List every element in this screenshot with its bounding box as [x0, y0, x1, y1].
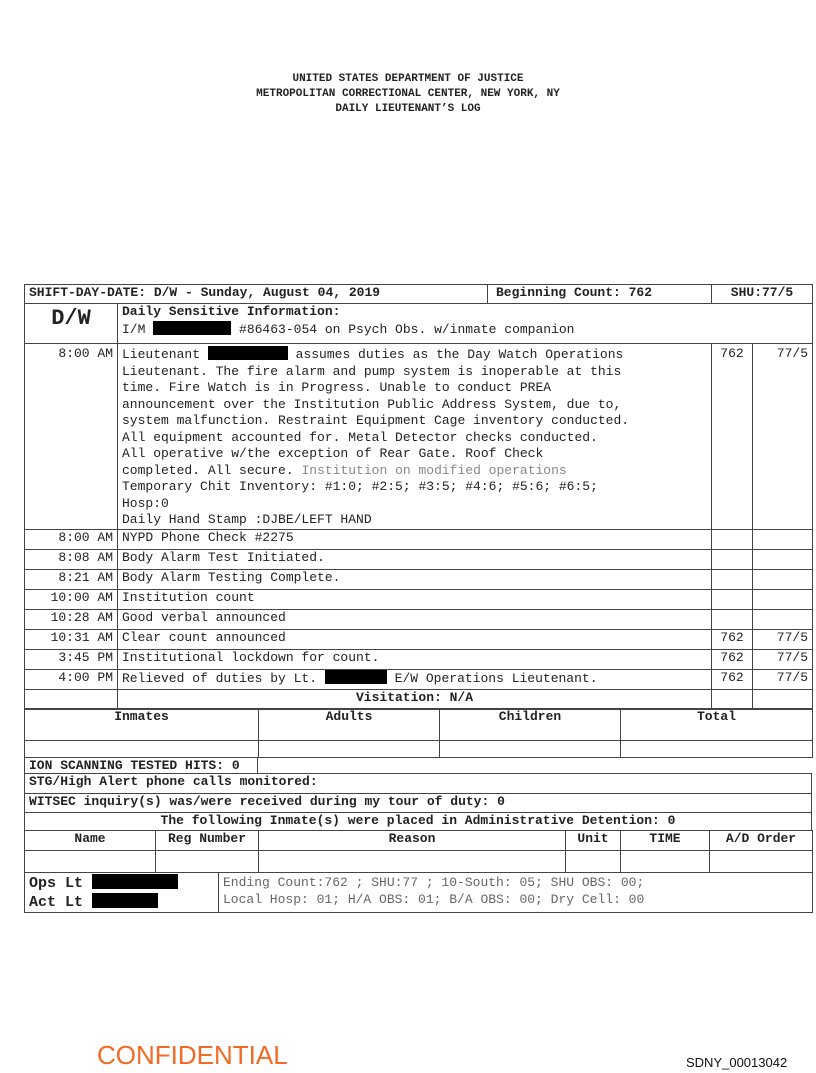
redaction	[325, 670, 387, 684]
entry-text	[118, 669, 712, 689]
entry-text: Institution count	[118, 589, 712, 609]
empty-cell	[621, 851, 710, 873]
entry-line: Temporary Chit Inventory: #1:0; #2:5; #3:5; #4:6; #5:6; #6:5;	[122, 479, 598, 494]
entry-shu: 77/5	[753, 669, 813, 689]
entry-line: All operative w/the exception of Rear Gate. Roof Check	[122, 446, 544, 461]
entry-line: Lieutenant	[122, 347, 201, 362]
empty-cell	[259, 741, 440, 758]
witsec-inquiry: WITSEC inquiry(s) was/were received during my tour of duty: 0	[25, 794, 812, 813]
shu-count: SHU:77/5	[712, 285, 813, 304]
entry-time: 10:31 AM	[25, 629, 118, 649]
daily-sensitive-info	[118, 304, 813, 344]
entry-count	[712, 569, 753, 589]
ion-scanning: ION SCANNING TESTED HITS: 0	[25, 758, 258, 774]
entry-row	[25, 589, 813, 609]
empty-cell	[440, 741, 621, 758]
entry-row	[25, 629, 813, 649]
redaction	[92, 874, 178, 889]
entry-shu	[753, 549, 813, 569]
empty-cell	[621, 741, 813, 758]
empty-cell	[259, 851, 566, 873]
entry-row	[25, 569, 813, 589]
empty-cell	[712, 689, 753, 709]
info-table	[24, 773, 812, 831]
col-unit: Unit	[566, 831, 621, 851]
entry-text: Good verbal announced	[118, 609, 712, 629]
entry-time: 10:00 AM	[25, 589, 118, 609]
col-time: TIME	[621, 831, 710, 851]
entry-shu: 77/5	[753, 344, 813, 530]
empty-cell	[25, 741, 259, 758]
shift-day-date: SHIFT-DAY-DATE: D/W - Sunday, August 04, 2019	[25, 285, 488, 304]
entry-count	[712, 529, 753, 549]
dsi-label: Daily Sensitive Information:	[122, 304, 341, 319]
entry-line: All equipment accounted for. Metal Detector checks conducted.	[122, 429, 598, 445]
col-reason: Reason	[259, 831, 566, 851]
entry-row	[25, 609, 813, 629]
dsi-text: #86463-054 on Psych Obs. w/inmate companion	[239, 321, 575, 337]
bates-number: SDNY_00013042	[686, 1055, 788, 1070]
signoff-table	[24, 872, 813, 913]
entry-row	[25, 529, 813, 549]
entry-time: 3:45 PM	[25, 649, 118, 669]
entry-shu: 77/5	[753, 629, 813, 649]
entry-time: 4:00 PM	[25, 669, 118, 689]
entry-line: Hosp:0	[122, 495, 169, 511]
dsi-prefix: I/M	[122, 321, 146, 337]
entry-line: E/W Operations Lieutenant.	[394, 670, 598, 686]
entry-text: Clear count announced	[118, 629, 712, 649]
entry-line: assumes duties as the Day Watch Operations	[295, 347, 624, 362]
entry-time: 8:00 AM	[25, 344, 118, 530]
visitation-title: Visitation: N/A	[118, 689, 712, 709]
agency-title: UNITED STATES DEPARTMENT OF JUSTICE	[292, 73, 524, 85]
col-children: Children	[440, 709, 621, 741]
entry-line: completed. All secure.	[122, 462, 294, 478]
entry-text	[118, 344, 712, 530]
ending-count-line: Local Hosp: 01; H/A OBS: 01; B/A OBS: 00; Dry Cell: 00	[223, 891, 645, 907]
redaction	[153, 321, 231, 335]
entry-time: 10:28 AM	[25, 609, 118, 629]
entry-line: Lieutenant. The fire alarm and pump system is inoperable at this	[122, 363, 622, 379]
col-inmates: Inmates	[25, 709, 259, 741]
entry-shu	[753, 609, 813, 629]
entry-count	[712, 549, 753, 569]
empty-cell	[753, 689, 813, 709]
ending-count-line: Ending Count:762 ; SHU:77 ; 10-South: 05; SHU OBS: 00;	[223, 875, 645, 890]
entry-row	[25, 549, 813, 569]
log-table	[24, 284, 813, 710]
ad-table	[24, 830, 813, 873]
col-name: Name	[25, 831, 156, 851]
empty-cell	[566, 851, 621, 873]
empty-cell	[25, 689, 118, 709]
entry-row	[25, 649, 813, 669]
entry-line-grey: Institution on modified operations	[301, 462, 567, 478]
entry-count	[712, 609, 753, 629]
ending-count	[219, 873, 813, 913]
entry-time: 8:08 AM	[25, 549, 118, 569]
entry-text: Institutional lockdown for count.	[118, 649, 712, 669]
ion-table	[24, 757, 258, 774]
entry-shu	[753, 529, 813, 549]
entry-line: announcement over the Institution Public Address System, due to,	[122, 396, 622, 412]
entry-text: NYPD Phone Check #2275	[118, 529, 712, 549]
ad-title: The following Inmate(s) were placed in Administrative Detention: 0	[25, 813, 812, 831]
document-header	[0, 72, 816, 117]
entry-text: Body Alarm Testing Complete.	[118, 569, 712, 589]
col-adults: Adults	[259, 709, 440, 741]
act-lt-label: Act Lt	[29, 894, 84, 911]
stg-calls: STG/High Alert phone calls monitored:	[25, 774, 812, 794]
empty-cell	[25, 851, 156, 873]
entry-time: 8:00 AM	[25, 529, 118, 549]
entry-count: 762	[712, 669, 753, 689]
entry-count: 762	[712, 649, 753, 669]
entry-text: Body Alarm Test Initiated.	[118, 549, 712, 569]
entry-time: 8:21 AM	[25, 569, 118, 589]
col-reg-number: Reg Number	[156, 831, 259, 851]
log-title: DAILY LIEUTENANT’S LOG	[335, 103, 481, 115]
shift-code: D/W	[25, 304, 118, 344]
entry-count	[712, 589, 753, 609]
ops-lt-label: Ops Lt	[29, 875, 84, 892]
confidential-stamp: CONFIDENTIAL	[97, 1040, 288, 1070]
entry-count: 762	[712, 629, 753, 649]
entry-shu: 77/5	[753, 649, 813, 669]
entry-shu	[753, 569, 813, 589]
beginning-count: Beginning Count: 762	[488, 285, 712, 304]
visitation-table	[24, 708, 813, 758]
entry-line: system malfunction. Restraint Equipment Cage inventory conducted.	[122, 413, 630, 428]
facility-title: METROPOLITAN CORRECTIONAL CENTER, NEW YORK, NY	[256, 88, 560, 100]
entry-count: 762	[712, 344, 753, 530]
col-ad-order: A/D Order	[710, 831, 813, 851]
entry-line: Daily Hand Stamp :DJBE/LEFT HAND	[122, 512, 372, 527]
entry-shu	[753, 589, 813, 609]
entry-line: Relieved of duties by Lt.	[122, 670, 318, 686]
signoff-officers	[25, 873, 219, 913]
redaction	[92, 893, 158, 908]
empty-cell	[710, 851, 813, 873]
col-total: Total	[621, 709, 813, 741]
redaction	[208, 346, 288, 360]
empty-cell	[156, 851, 259, 873]
entry-line: time. Fire Watch is in Progress. Unable to conduct PREA	[122, 380, 552, 395]
